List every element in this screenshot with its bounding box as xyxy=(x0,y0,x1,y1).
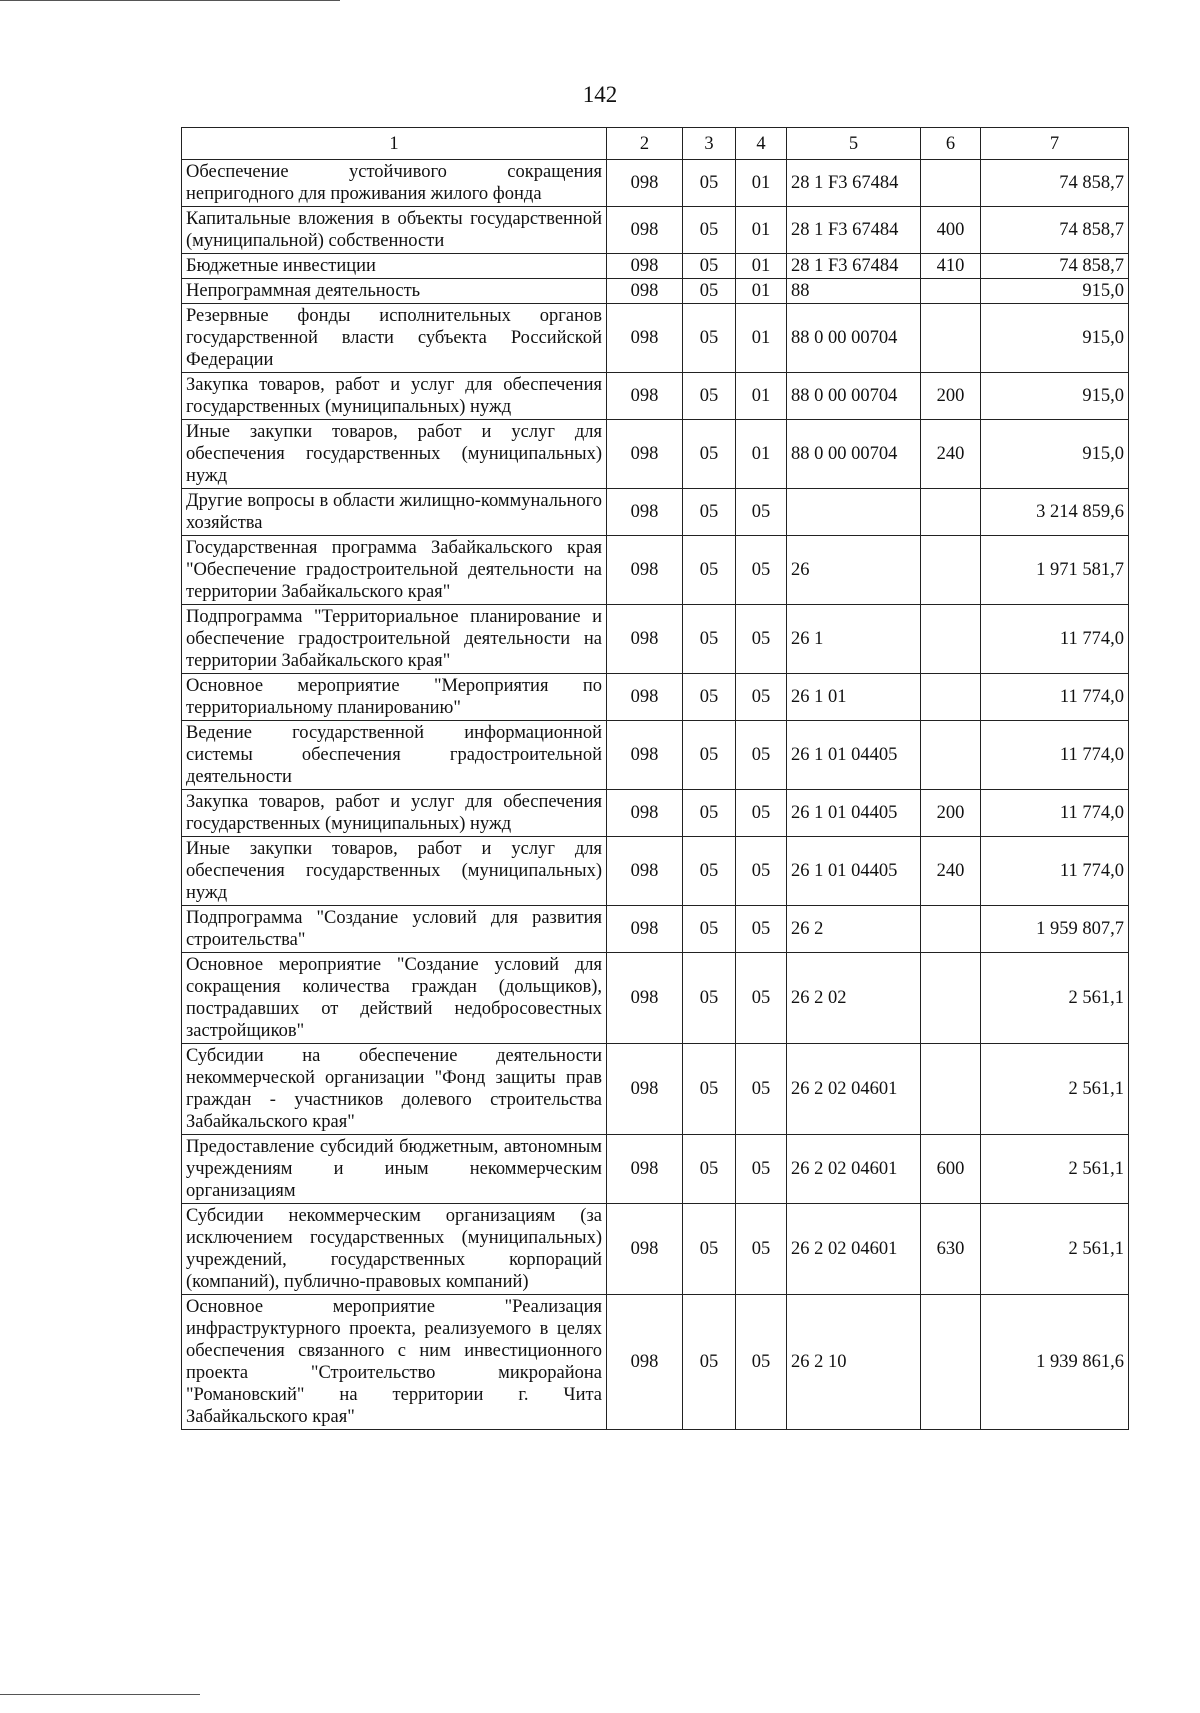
amount-cell: 11 774,0 xyxy=(981,790,1129,837)
table-row xyxy=(182,906,1129,953)
table-body xyxy=(182,160,1129,1430)
target-article-cell: 26 2 02 04601 xyxy=(787,1204,921,1295)
target-article-cell: 26 2 10 xyxy=(787,1295,921,1430)
section-cell: 05 xyxy=(683,605,736,674)
target-article-cell: 26 1 01 xyxy=(787,674,921,721)
row-name-cell: Закупка товаров, работ и услуг для обеспечения государственных (муниципальных) нужд xyxy=(182,373,607,420)
expense-type-cell xyxy=(921,674,981,721)
amount-cell: 1 971 581,7 xyxy=(981,536,1129,605)
column-header: 6 xyxy=(921,128,981,160)
row-name-cell: Ведение государственной информационной системы обеспечения градостроительной деятельности xyxy=(182,721,607,790)
expense-type-cell xyxy=(921,304,981,373)
section-cell: 05 xyxy=(683,790,736,837)
section-cell: 05 xyxy=(683,536,736,605)
subsection-cell: 01 xyxy=(736,207,787,254)
amount-cell: 11 774,0 xyxy=(981,837,1129,906)
target-article-cell xyxy=(787,489,921,536)
target-article-cell: 26 2 xyxy=(787,906,921,953)
gov-code-cell: 098 xyxy=(607,304,683,373)
target-article-cell: 26 2 02 xyxy=(787,953,921,1044)
expense-type-cell xyxy=(921,536,981,605)
row-name-cell: Другие вопросы в области жилищно-коммунального хозяйства xyxy=(182,489,607,536)
amount-cell: 2 561,1 xyxy=(981,953,1129,1044)
section-cell: 05 xyxy=(683,674,736,721)
target-article-cell: 26 xyxy=(787,536,921,605)
table-row xyxy=(182,837,1129,906)
subsection-cell: 05 xyxy=(736,1204,787,1295)
subsection-cell: 01 xyxy=(736,304,787,373)
section-cell: 05 xyxy=(683,304,736,373)
scan-edge-line xyxy=(0,1694,200,1695)
section-cell: 05 xyxy=(683,1204,736,1295)
column-header: 4 xyxy=(736,128,787,160)
table-row xyxy=(182,207,1129,254)
section-cell: 05 xyxy=(683,279,736,304)
page-number: 142 xyxy=(582,82,618,107)
budget-table xyxy=(181,127,1129,1430)
column-header: 2 xyxy=(607,128,683,160)
row-name-cell: Иные закупки товаров, работ и услуг для обеспечения государственных (муниципальных) нужд xyxy=(182,837,607,906)
amount-cell: 11 774,0 xyxy=(981,674,1129,721)
section-cell: 05 xyxy=(683,906,736,953)
expense-type-cell: 410 xyxy=(921,254,981,279)
subsection-cell: 01 xyxy=(736,279,787,304)
table-row xyxy=(182,160,1129,207)
gov-code-cell: 098 xyxy=(607,605,683,674)
expense-type-cell: 600 xyxy=(921,1135,981,1204)
section-cell: 05 xyxy=(683,953,736,1044)
expense-type-cell xyxy=(921,1295,981,1430)
table-row xyxy=(182,536,1129,605)
column-header: 5 xyxy=(787,128,921,160)
row-name-cell: Субсидии некоммерческим организациям (за исключением государственных (муниципальных) учреждений, государственных корпораций (компаний), публично-правовых компаний) xyxy=(182,1204,607,1295)
gov-code-cell: 098 xyxy=(607,420,683,489)
amount-cell: 74 858,7 xyxy=(981,160,1129,207)
table-row xyxy=(182,1204,1129,1295)
gov-code-cell: 098 xyxy=(607,160,683,207)
section-cell: 05 xyxy=(683,1135,736,1204)
gov-code-cell: 098 xyxy=(607,837,683,906)
table-row xyxy=(182,1044,1129,1135)
amount-cell: 74 858,7 xyxy=(981,254,1129,279)
row-name-cell: Иные закупки товаров, работ и услуг для обеспечения государственных (муниципальных) нужд xyxy=(182,420,607,489)
column-header: 3 xyxy=(683,128,736,160)
target-article-cell: 28 1 F3 67484 xyxy=(787,160,921,207)
expense-type-cell: 630 xyxy=(921,1204,981,1295)
amount-cell: 2 561,1 xyxy=(981,1044,1129,1135)
section-cell: 05 xyxy=(683,160,736,207)
subsection-cell: 05 xyxy=(736,953,787,1044)
row-name-cell: Субсидии на обеспечение деятельности некоммерческой организации "Фонд защиты прав граждан - участников долевого строительства Забайкальского края" xyxy=(182,1044,607,1135)
table-row xyxy=(182,420,1129,489)
expense-type-cell: 200 xyxy=(921,373,981,420)
gov-code-cell: 098 xyxy=(607,207,683,254)
subsection-cell: 01 xyxy=(736,420,787,489)
gov-code-cell: 098 xyxy=(607,373,683,420)
gov-code-cell: 098 xyxy=(607,279,683,304)
table-row xyxy=(182,489,1129,536)
subsection-cell: 05 xyxy=(736,536,787,605)
table-row xyxy=(182,304,1129,373)
gov-code-cell: 098 xyxy=(607,536,683,605)
expense-type-cell xyxy=(921,906,981,953)
subsection-cell: 05 xyxy=(736,489,787,536)
subsection-cell: 05 xyxy=(736,721,787,790)
section-cell: 05 xyxy=(683,721,736,790)
target-article-cell: 26 1 01 04405 xyxy=(787,721,921,790)
row-name-cell: Капитальные вложения в объекты государственной (муниципальной) собственности xyxy=(182,207,607,254)
target-article-cell: 88 0 00 00704 xyxy=(787,420,921,489)
expense-type-cell xyxy=(921,489,981,536)
gov-code-cell: 098 xyxy=(607,1135,683,1204)
table-row xyxy=(182,674,1129,721)
amount-cell: 11 774,0 xyxy=(981,605,1129,674)
row-name-cell: Государственная программа Забайкальского края "Обеспечение градостроительной деятельности на территории Забайкальского края" xyxy=(182,536,607,605)
expense-type-cell xyxy=(921,605,981,674)
subsection-cell: 01 xyxy=(736,373,787,420)
amount-cell: 3 214 859,6 xyxy=(981,489,1129,536)
gov-code-cell: 098 xyxy=(607,254,683,279)
expense-type-cell xyxy=(921,1044,981,1135)
amount-cell: 11 774,0 xyxy=(981,721,1129,790)
row-name-cell: Основное мероприятие "Реализация инфраструктурного проекта, реализуемого в целях обеспечения связанного с ним инвестиционного проекта "Строительство микрорайона "Романовский" на территории г. Чита Забайкальского края" xyxy=(182,1295,607,1430)
target-article-cell: 28 1 F3 67484 xyxy=(787,207,921,254)
row-name-cell: Предоставление субсидий бюджетным, автономным учреждениям и иным некоммерческим организациям xyxy=(182,1135,607,1204)
row-name-cell: Обеспечение устойчивого сокращения непригодного для проживания жилого фонда xyxy=(182,160,607,207)
target-article-cell: 88 xyxy=(787,279,921,304)
subsection-cell: 05 xyxy=(736,1135,787,1204)
expense-type-cell: 400 xyxy=(921,207,981,254)
gov-code-cell: 098 xyxy=(607,1044,683,1135)
table-header-row xyxy=(182,128,1129,160)
target-article-cell: 26 2 02 04601 xyxy=(787,1135,921,1204)
subsection-cell: 05 xyxy=(736,1044,787,1135)
amount-cell: 1 959 807,7 xyxy=(981,906,1129,953)
section-cell: 05 xyxy=(683,489,736,536)
amount-cell: 915,0 xyxy=(981,304,1129,373)
expense-type-cell xyxy=(921,279,981,304)
section-cell: 05 xyxy=(683,420,736,489)
row-name-cell: Резервные фонды исполнительных органов государственной власти субъекта Российской Федерации xyxy=(182,304,607,373)
table-row xyxy=(182,721,1129,790)
table-row xyxy=(182,1135,1129,1204)
section-cell: 05 xyxy=(683,837,736,906)
expense-type-cell xyxy=(921,160,981,207)
scan-edge-line xyxy=(0,0,340,1)
table-row xyxy=(182,605,1129,674)
target-article-cell: 26 1 xyxy=(787,605,921,674)
amount-cell: 915,0 xyxy=(981,279,1129,304)
row-name-cell: Закупка товаров, работ и услуг для обеспечения государственных (муниципальных) нужд xyxy=(182,790,607,837)
row-name-cell: Бюджетные инвестиции xyxy=(182,254,607,279)
amount-cell: 74 858,7 xyxy=(981,207,1129,254)
row-name-cell: Основное мероприятие "Создание условий для сокращения количества граждан (дольщиков), пострадавших от действий недобросовестных застройщиков" xyxy=(182,953,607,1044)
row-name-cell: Подпрограмма "Территориальное планирование и обеспечение градостроительной деятельности на территории Забайкальского края" xyxy=(182,605,607,674)
gov-code-cell: 098 xyxy=(607,790,683,837)
amount-cell: 915,0 xyxy=(981,373,1129,420)
subsection-cell: 05 xyxy=(736,790,787,837)
table-row xyxy=(182,953,1129,1044)
row-name-cell: Непрограммная деятельность xyxy=(182,279,607,304)
target-article-cell: 28 1 F3 67484 xyxy=(787,254,921,279)
expense-type-cell xyxy=(921,721,981,790)
table-row xyxy=(182,373,1129,420)
gov-code-cell: 098 xyxy=(607,1295,683,1430)
amount-cell: 915,0 xyxy=(981,420,1129,489)
column-header: 1 xyxy=(182,128,607,160)
target-article-cell: 88 0 00 00704 xyxy=(787,373,921,420)
amount-cell: 2 561,1 xyxy=(981,1204,1129,1295)
target-article-cell: 26 1 01 04405 xyxy=(787,790,921,837)
section-cell: 05 xyxy=(683,1044,736,1135)
target-article-cell: 26 1 01 04405 xyxy=(787,837,921,906)
subsection-cell: 05 xyxy=(736,605,787,674)
column-header: 7 xyxy=(981,128,1129,160)
section-cell: 05 xyxy=(683,207,736,254)
gov-code-cell: 098 xyxy=(607,1204,683,1295)
subsection-cell: 05 xyxy=(736,674,787,721)
gov-code-cell: 098 xyxy=(607,953,683,1044)
row-name-cell: Основное мероприятие "Мероприятия по территориальному планированию" xyxy=(182,674,607,721)
subsection-cell: 01 xyxy=(736,254,787,279)
section-cell: 05 xyxy=(683,254,736,279)
gov-code-cell: 098 xyxy=(607,721,683,790)
table-row xyxy=(182,279,1129,304)
expense-type-cell: 200 xyxy=(921,790,981,837)
subsection-cell: 05 xyxy=(736,837,787,906)
table-row xyxy=(182,790,1129,837)
amount-cell: 2 561,1 xyxy=(981,1135,1129,1204)
row-name-cell: Подпрограмма "Создание условий для развития строительства" xyxy=(182,906,607,953)
section-cell: 05 xyxy=(683,1295,736,1430)
subsection-cell: 05 xyxy=(736,906,787,953)
gov-code-cell: 098 xyxy=(607,674,683,721)
expense-type-cell: 240 xyxy=(921,837,981,906)
target-article-cell: 88 0 00 00704 xyxy=(787,304,921,373)
expense-type-cell xyxy=(921,953,981,1044)
table-row xyxy=(182,1295,1129,1430)
table-row xyxy=(182,254,1129,279)
subsection-cell: 01 xyxy=(736,160,787,207)
section-cell: 05 xyxy=(683,373,736,420)
amount-cell: 1 939 861,6 xyxy=(981,1295,1129,1430)
target-article-cell: 26 2 02 04601 xyxy=(787,1044,921,1135)
subsection-cell: 05 xyxy=(736,1295,787,1430)
gov-code-cell: 098 xyxy=(607,906,683,953)
expense-type-cell: 240 xyxy=(921,420,981,489)
gov-code-cell: 098 xyxy=(607,489,683,536)
